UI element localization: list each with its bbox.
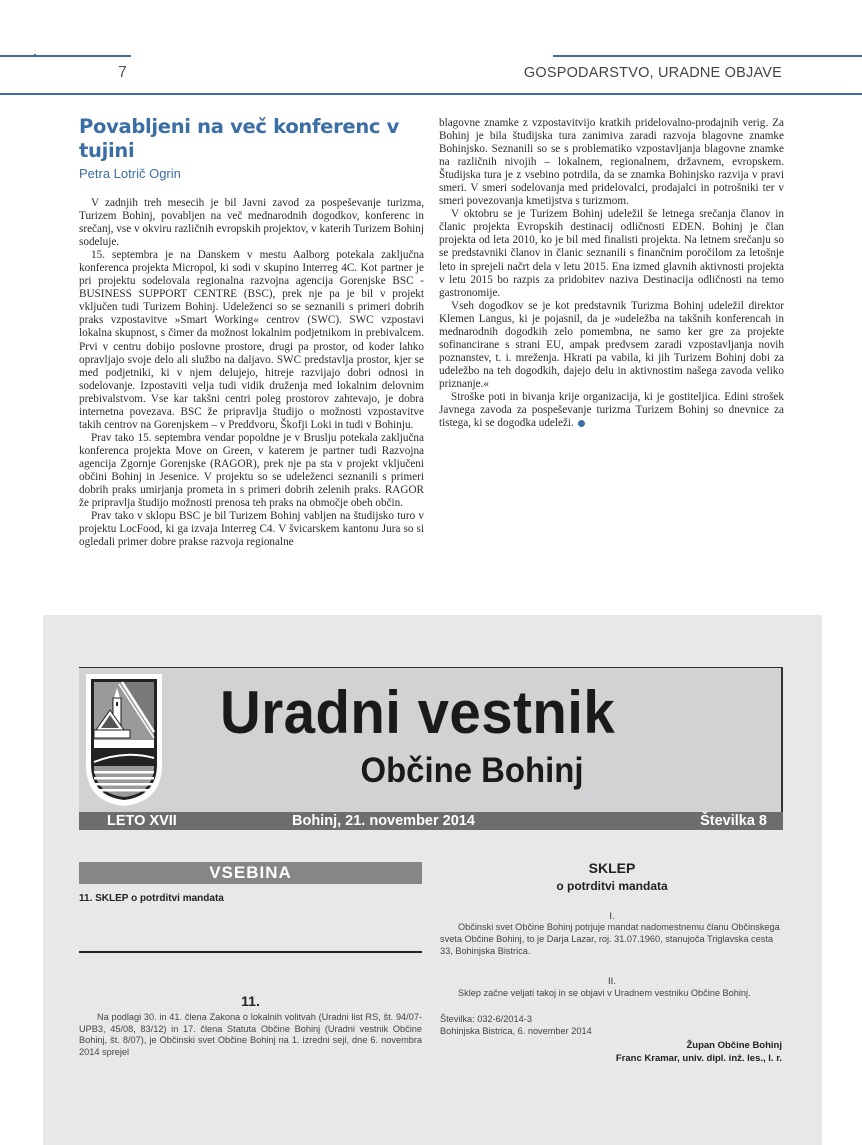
clause-number: II. bbox=[608, 976, 616, 987]
gazette-subtitle: Občine Bohinj bbox=[360, 751, 584, 790]
signatory-title: Župan Občine Bohinj bbox=[686, 1040, 782, 1051]
paragraph: Vseh dogodkov se je kot predstavnik Turizma Bohinj udeležil direktor Klemen Langus, ki je pojasnil, da je »udeležba na takšnih konferencah in mednarodnih dogodkih zelo pomembna, ne samo ker gre za projekte sofinancirane s strani EU, ampak predvsem zaradi vzpostavljanja novih poznanstev, t. i. mreženja. Hkrati pa vabila, ki jih Turizem Bohinj dobi za udeležbo na teh dogodkih, dajejo delu in aktivnostim našega zavoda veliko priznanje.« bbox=[439, 299, 784, 390]
article-author: Petra Lotrič Ogrin bbox=[79, 166, 181, 181]
reference-number: Številka: 032-6/2014-3 bbox=[440, 1014, 532, 1024]
paragraph: V oktobru se je Turizem Bohinj udeležil še letnega srečanja članov in članic projekta Evropskih destinacij odličnosti EDEN. Bohinj je član projekta od leta 2010, ko je bil med finalisti projekta. Na letnem srečanju so se predstavniki članov in članic seznanili s finančnim poročilom za letošnje leto in sprejeli načrt dela v letu 2015. Ena izmed glavnih aktivnosti projekta v letu 2015 bo razpis za pridobitev naziva Destinacija odličnosti na temo gastronomije. bbox=[439, 208, 784, 299]
resolution-subtitle: o potrditvi mandata bbox=[556, 879, 668, 893]
paragraph: V zadnjih treh mesecih je bil Javni zavod za pospeševanje turizma, Turizem Bohinj, povabljen na več mednarodnih dogodkov, konferenc in srečanj, vse v okviru različnih evropskih projektov, v katerih Turizem Bohinj sodeluje. bbox=[79, 197, 424, 249]
end-of-article-dot-icon bbox=[578, 420, 585, 427]
gazette-year: LETO XVII bbox=[107, 813, 177, 829]
section-preamble bbox=[79, 1012, 422, 1058]
clause-paragraph: Občinski svet Občine Bohinj potrjuje mandat nadomestnemu članu Občinskega sveta Občine Bohinj, to je Darja Lazar, roj. 31.07.1960, stanujoča Triglavska cesta 33, Bohinjska Bistrica. bbox=[440, 922, 780, 956]
clause-text bbox=[440, 922, 785, 957]
paragraph-text: Stroške poti in bivanja krije organizacija, ki je gostiteljica. Edini strošek Javnega zavoda za pospeševanje turizma Turizem Bohinj so dnevnice za tistega, ki se dogodka udeleži. bbox=[439, 390, 784, 430]
header-rule-bottom bbox=[0, 93, 862, 95]
section-number: 11. bbox=[241, 993, 260, 1009]
contents-heading: VSEBINA bbox=[79, 862, 422, 884]
bohinj-coat-of-arms-icon bbox=[84, 672, 164, 808]
article-title: Povabljeni na več konferenc v tujini bbox=[79, 115, 400, 162]
gazette-title: Uradni vestnik bbox=[220, 679, 616, 746]
place-date: Bohinjska Bistrica, 6. november 2014 bbox=[440, 1025, 592, 1036]
paragraph: 15. septembra je na Danskem v mestu Aalborg potekala zaključna konferenca projekta Micropol, ki sodi v skupino Interreg 4C. Kot partner je pri projektu sodelovala regionalna razvojna agencija Gorenjske BSC - BUSINESS SUPPORT CENTRE (BSC), prek nje pa je bil v projekt vključen tudi Turizem Bohinj. Udeleženci so se seznanili s primeri dobrih praks vzpostavitve »Smart Working« centrov (SWC). SWC vzpostavi lokalna skupnost, s čimer da možnost lokalnim podjetnikom in prebivalcem. Prvi v centru dobijo poslovne prostore, drugi pa prostor, od koder lahko opravljajo svoje delo ali službo na daljavo. SWC predstavlja prostor, kjer se med podjetniki, ki v njem delujejo, hitreje razvijajo dobri odnosi in sodelovanje. Izpostaviti velja tudi vidik druženja med lokalnim delovnim prebivalstvom. Vse kar takšni centri poleg prostorov zahtevajo, je dobra internetna povezava. BSC že pripravlja študijo o možnosti vzpostavitve takih centrov na Gorenjskem – v Preddvoru, Škofji Loki in tudi v Bohinju. bbox=[79, 249, 424, 431]
clause-paragraph: Sklep začne veljati takoj in se objavi v Uradnem vestniku Občine Bohinj. bbox=[458, 988, 751, 998]
page-number: 7 bbox=[118, 64, 127, 81]
resolution-meta bbox=[440, 1014, 592, 1038]
preamble-text: Na podlagi 30. in 41. člena Zakona o lokalnih volitvah (Uradni list RS, št. 94/07-UPB3, 45/08, 83/12) in 17. člena Statuta Občine Bohinj (Uradni vestnik Občine Bohinj, št. 8/07), je Občinski svet Občine Bohinj na 1. izredni seji, dne 6. novembra 2014 sprejel bbox=[79, 1012, 422, 1057]
paragraph: blagovne znamke z vzpostavitvijo kratkih pridelovalno-prodajnih verig. Za Bohinj je bila študijska tura zanimiva zaradi razvoja blagovne znamke Bohinjsko. Seznanili so se s problematiko vzpostavljanja blagovne znamke na različnih nivojih – lokalnem, regionalnem, državnem, evropskem. Študijska tura je z vsebino potrdila, da se znamka Bohinjsko razvija v pravi smeri. V smeri sodelovanja med pridelovalci, prodajalci in potrošniki ter v smeri povezovanja kmetijstva s turizmom. bbox=[439, 117, 784, 208]
contents-item[interactable]: 11. SKLEP o potrditvi mandata bbox=[79, 893, 224, 904]
gazette-date: Bohinj, 21. november 2014 bbox=[292, 813, 475, 829]
contents-divider bbox=[79, 951, 422, 953]
signature-block bbox=[616, 1040, 782, 1065]
gazette-info-bar bbox=[79, 812, 783, 830]
gazette-issue-number: Številka 8 bbox=[700, 813, 767, 829]
clause-number: I. bbox=[609, 911, 615, 922]
paragraph: Prav tako v sklopu BSC je bil Turizem Bohinj vabljen na študijsko turo v projektu LocFood, ki ga izvaja Interreg C4. V švicarskem kantonu Jura so si ogledali primer dobre prakse razvoja regionalne bbox=[79, 510, 424, 549]
header-rule-right bbox=[553, 55, 862, 57]
resolution-title: SKLEP bbox=[588, 860, 636, 876]
clause-text bbox=[440, 988, 785, 1000]
header-rule-left bbox=[0, 55, 131, 57]
article-column-2 bbox=[439, 117, 784, 430]
signatory-name: Franc Kramar, univ. dipl. inž. les., l. r. bbox=[615, 1052, 782, 1064]
paragraph: Prav tako 15. septembra vendar popoldne je v Bruslju potekala zaključna konferenca projekta Move on Green, v katerem je partner tudi Razvojna agencija Zgornje Gorenjske (RAGOR), prek nje pa sta v projekt vključeni občini Bohinj in Jesenice. V projektu so se udeleženci seznanili s primeri dobrih praks umirjanja prometa in s primeri dobrih zelenih praks. RAGOR že pripravlja študijo možnosti prenosa teh praks na območje obeh občin. bbox=[79, 431, 424, 510]
article-column-1 bbox=[79, 197, 424, 549]
section-label: GOSPODARSTVO, URADNE OBJAVE bbox=[523, 65, 782, 81]
paragraph-last bbox=[439, 391, 784, 430]
